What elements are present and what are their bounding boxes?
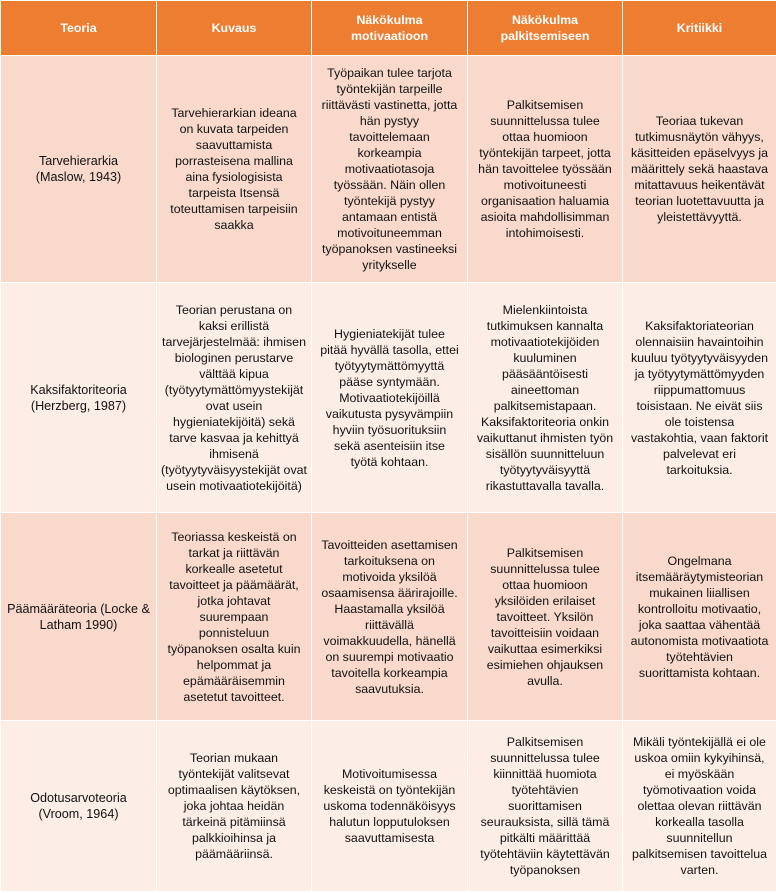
table-row <box>1 513 776 721</box>
motivation-cell: Tavoitteiden asettamisen tarkoituksena on motivoida yksilöä osaamisensa äärirajoille. Haastamalla yksilöä riittävällä voimakkuudella, hänellä on suurempi motivaatio tavoitella korkeampia saavutuksia. <box>312 513 468 721</box>
reward-cell: Mielenkiintoista tutkimuksen kannalta motivaatiotekijöiden kuuluminen pääsääntöisesti aineettoman palkitsemistapaan. Kaksifaktoriteoria onkin vaikuttanut ihmisten työn sisällön suunnitteluun työtyytyväisyyttä rikastuttavalla tavalla. <box>468 283 623 513</box>
theory-cell: Tarvehierarkia (Maslow, 1943) <box>1 56 157 283</box>
header-theory: Teoria <box>1 1 157 56</box>
critique-cell: Ongelmana itsemääräytymisteorian mukainen liiallisen kontrolloitu motivaatio, joka saattaa vähentää autonomista motivaatiota työtehtävien suorittamista kohtaan. <box>623 513 776 721</box>
reward-cell: Palkitsemisen suunnittelussa tulee kiinnittää huomiota työtehtävien suorittamisen seurauksista, sillä tämä pitkälti määrittää työtehtäviin käytettävän työpanoksen <box>468 721 623 892</box>
table-row <box>1 283 776 513</box>
table-row <box>1 56 776 283</box>
motivation-cell: Hygieniatekijät tulee pitää hyvällä tasolla, ettei työtyytymättömyyttä pääse syntymään. Motivaatiotekijöillä vaikutusta pysyvämpiin hyviin työsuorituksiin sekä asenteisiin itse työtä kohtaan. <box>312 283 468 513</box>
header-row <box>1 1 776 56</box>
reward-cell: Palkitsemisen suunnittelussa tulee ottaa huomioon yksilöiden erilaiset tavoitteet. Yksilön tavoitteisiin voidaan vaikuttaa esimerkiksi esimiehen ohjauksen avulla. <box>468 513 623 721</box>
critique-cell: Teoriaa tukevan tutkimusnäytön vähyys, käsitteiden epäselvyys ja määrittely sekä haastava mitattavuus heikentävät teorian luotettavuutta ja yleistettävyyttä. <box>623 56 776 283</box>
motivation-cell: Työpaikan tulee tarjota työntekijän tarpeille riittävästi vastinetta, jotta hän pystyy tavoittelemaan korkeampia motivaatiotasoja työssään. Näin ollen työntekijä pystyy antamaan entistä motivoituneemman työpanoksen vastineeksi yritykselle <box>312 56 468 283</box>
header-reward: Näkökulma palkitsemiseen <box>468 1 623 56</box>
header-motivation: Näkökulma motivaatioon <box>312 1 468 56</box>
theory-cell: Odotusarvoteoria (Vroom, 1964) <box>1 721 157 892</box>
description-cell: Teoriassa keskeistä on tarkat ja riittävän korkealle asetetut tavoitteet ja päämäärät, jotka johtavat suurempaan ponnisteluun työpanoksen osalta kuin helpommat ja epämääräisemmin asetetut tavoitteet. <box>157 513 312 721</box>
theory-cell: Päämääräteoria (Locke & Latham 1990) <box>1 513 157 721</box>
description-cell: Teorian mukaan työntekijät valitsevat optimaalisen käytöksen, joka johtaa heidän tärkeinä pitämiinsä palkkioihinsa ja päämääriinsä. <box>157 721 312 892</box>
description-cell: Teorian perustana on kaksi erillistä tarvejärjestelmää: ihmisen biologinen perustarve välttää kipua (työtyytymättömyystekijät ovat usein hygieniatekijöitä) sekä tarve kasvaa ja kehittyä ihmisenä (työtyytyväisyystekijät ovat usein motivaatiotekijöitä) <box>157 283 312 513</box>
header-description: Kuvaus <box>157 1 312 56</box>
table-row <box>1 721 776 892</box>
description-cell: Tarvehierarkian ideana on kuvata tarpeiden saavuttamista porrasteisena mallina aina fysiologisista tarpeista Itsensä toteuttamisen tarpeisiin saakka <box>157 56 312 283</box>
motivation-cell: Motivoitumisessa keskeistä on työntekijän uskoma todennäköisyys halutun lopputuloksen saavuttamisesta <box>312 721 468 892</box>
header-critique: Kritiikki <box>623 1 776 56</box>
critique-cell: Kaksifaktoriateorian olennaisiin havaintoihin kuuluu työtyytyväisyyden ja työtyytymättömyyden riippumattomuus toisistaan. Ne eivät siis ole toistensa vastakohtia, vaan faktorit palvelevat eri tarkoituksia. <box>623 283 776 513</box>
reward-cell: Palkitsemisen suunnittelussa tulee ottaa huomioon työntekijän tarpeet, jotta hän tavoittelee työssään motivoituneesti organisaation haluamia asioita mahdollisimman intohimoisesti. <box>468 56 623 283</box>
theory-cell: Kaksifaktoriteoria (Herzberg, 1987) <box>1 283 157 513</box>
critique-cell: Mikäli työntekijällä ei ole uskoa omiin kykyihinsä, ei myöskään työmotivaation voida olettaa olevan riittävän korkealla tasolla suunnitellun palkitsemisen tavoittelua varten. <box>623 721 776 892</box>
